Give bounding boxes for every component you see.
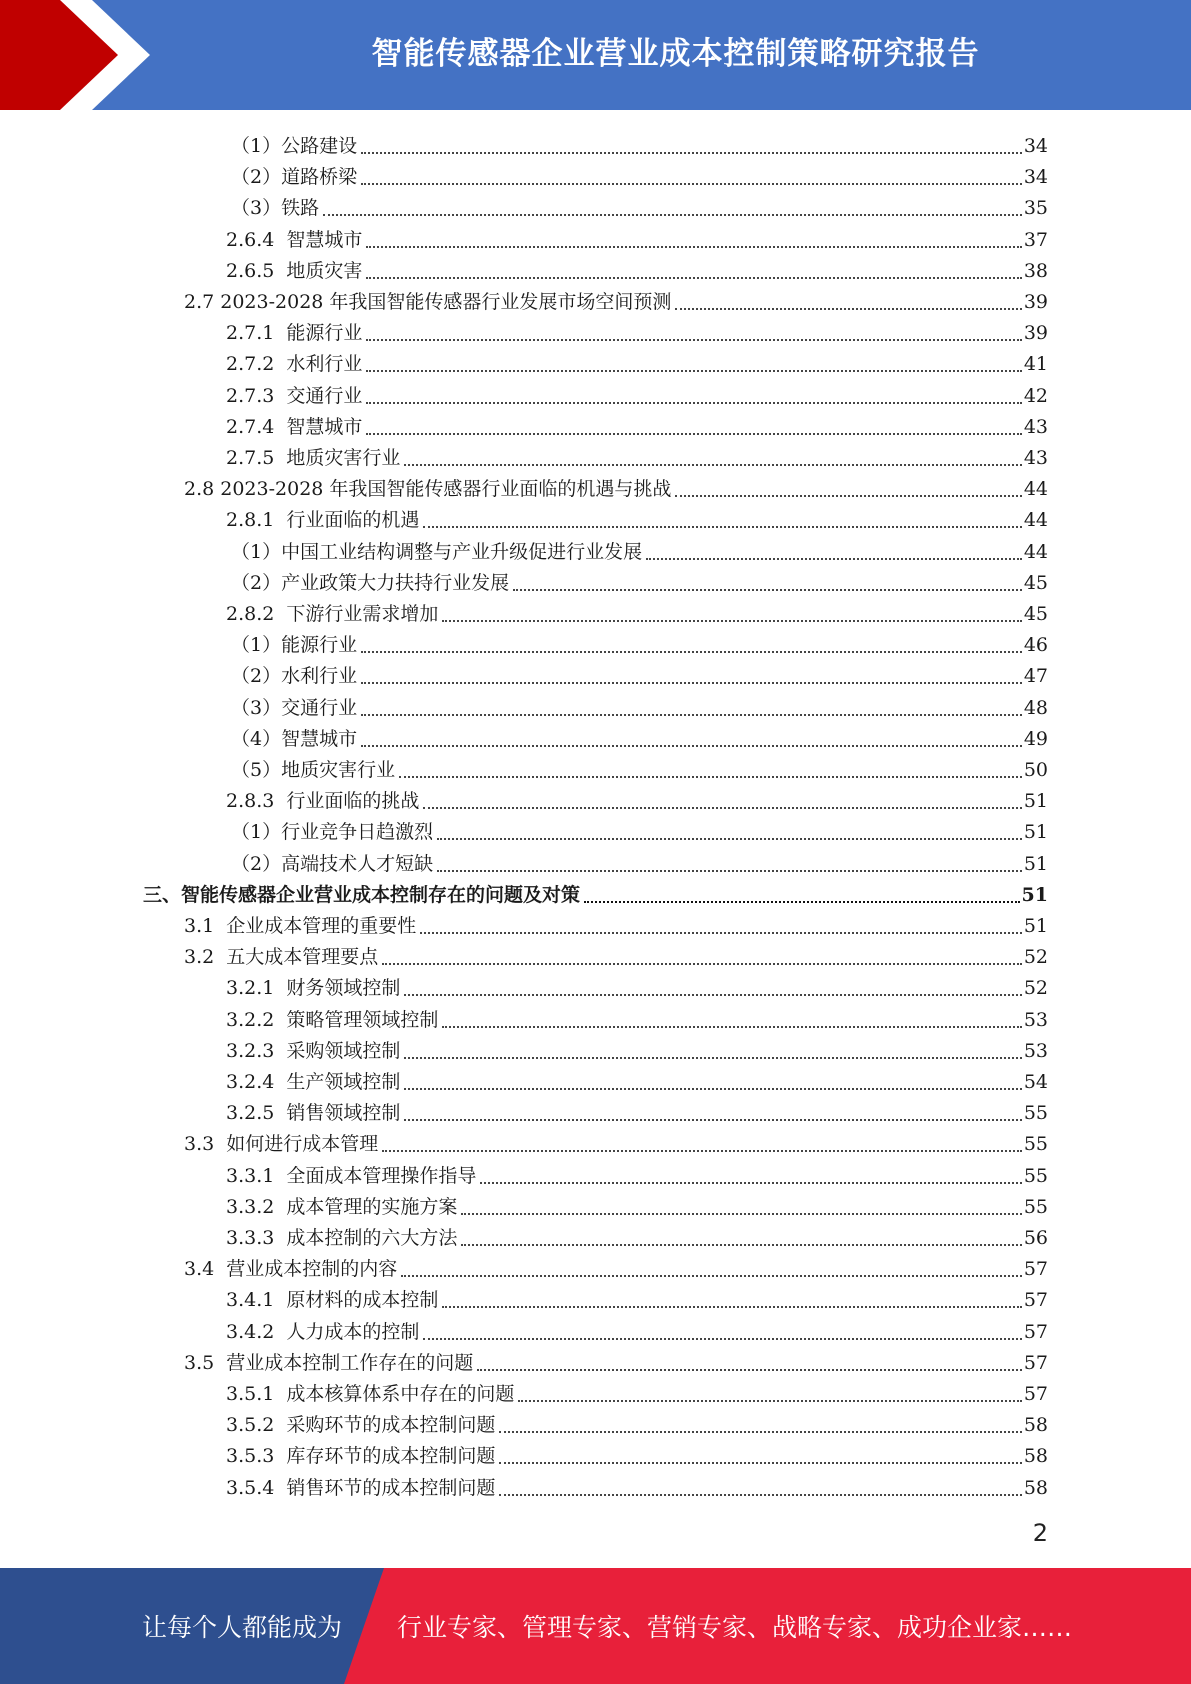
toc-leader-dots: [361, 152, 1022, 154]
toc-entry[interactable]: [226, 1158, 1048, 1189]
toc-leader-dots: [323, 214, 1022, 216]
toc-leader-dots: [477, 1369, 1022, 1371]
toc-entry-label: 2.7.2 水利行业: [226, 353, 363, 376]
toc-entry-label: 3.2.3 采购领域控制: [226, 1039, 401, 1062]
toc-entry-label: 3.2 五大成本管理要点: [184, 946, 379, 969]
toc-entry[interactable]: [184, 908, 1048, 939]
toc-leader-dots: [646, 558, 1022, 560]
toc-entry-page: 44: [1023, 478, 1048, 501]
toc-entry-page: 51: [1023, 852, 1048, 875]
toc-entry-label: （2）水利行业: [231, 665, 358, 688]
document-title: 智能传感器企业营业成本控制策略研究报告: [371, 35, 980, 72]
toc-entry[interactable]: [226, 1314, 1048, 1345]
toc-entry-label: 3.5.3 库存环节的成本控制问题: [226, 1445, 496, 1468]
toc-leader-dots: [442, 1026, 1021, 1028]
toc-leader-dots: [366, 277, 1021, 279]
toc-entry-page: 51: [1023, 790, 1048, 813]
toc-entry-page: 43: [1023, 447, 1048, 469]
toc-leader-dots: [399, 776, 1022, 778]
toc-leader-dots: [401, 1275, 1022, 1277]
toc-entry-label: （3）交通行业: [231, 696, 358, 719]
toc-entry[interactable]: [226, 1407, 1048, 1438]
toc-entry[interactable]: [231, 565, 1048, 596]
toc-entry-page: 58: [1023, 1445, 1048, 1468]
toc-entry-label: 3.2.2 策略管理领域控制: [226, 1008, 439, 1031]
toc-leader-dots: [499, 1431, 1021, 1433]
toc-entry-page: 48: [1023, 696, 1048, 719]
toc-leader-dots: [584, 901, 1020, 903]
toc-leader-dots: [513, 589, 1022, 591]
toc-entry[interactable]: [231, 159, 1048, 190]
toc-entry[interactable]: [226, 502, 1048, 533]
toc-entry-page: 55: [1023, 1102, 1048, 1125]
toc-entry[interactable]: [226, 1064, 1048, 1095]
toc-entry[interactable]: [231, 534, 1048, 565]
toc-entry-page: 41: [1023, 353, 1048, 376]
toc-entry-page: 35: [1023, 197, 1048, 220]
toc-leader-dots: [382, 963, 1022, 965]
toc-entry[interactable]: [226, 783, 1048, 814]
toc-entry-page: 45: [1023, 603, 1048, 625]
toc-entry-label: 2.8.3 行业面临的挑战: [226, 790, 420, 813]
toc-entry-page: 57: [1023, 1383, 1048, 1405]
toc-entry-page: 55: [1023, 1164, 1048, 1187]
toc-leader-dots: [361, 682, 1022, 684]
toc-entry-page: 46: [1023, 634, 1048, 657]
toc-entry-page: 51: [1023, 915, 1048, 937]
toc-entry[interactable]: [184, 939, 1048, 970]
toc-leader-dots: [499, 1494, 1021, 1496]
toc-entry-label: （2）道路桥梁: [231, 166, 358, 189]
toc-entry-label: 3.5.2 采购环节的成本控制问题: [226, 1414, 496, 1437]
toc-entry-label: 3.3 如何进行成本管理: [184, 1133, 379, 1156]
toc-entry-page: 39: [1023, 322, 1048, 345]
header-arrow-decoration: [0, 0, 160, 110]
toc-leader-dots: [404, 1119, 1021, 1121]
toc-entry[interactable]: [231, 627, 1048, 658]
toc-leader-dots: [437, 870, 1022, 872]
toc-leader-dots: [461, 1213, 1021, 1215]
toc-entry-page: 54: [1023, 1071, 1048, 1093]
toc-leader-dots: [404, 1057, 1021, 1059]
toc-leader-dots: [366, 246, 1021, 248]
toc-leader-dots: [361, 714, 1022, 716]
toc-leader-dots: [480, 1182, 1021, 1184]
toc-entry-label: 3.2.1 财务领域控制: [226, 977, 401, 1000]
toc-entry[interactable]: [226, 253, 1048, 284]
toc-entry-page: 58: [1023, 1414, 1048, 1437]
toc-entry[interactable]: [226, 1470, 1048, 1501]
toc-entry[interactable]: [231, 190, 1048, 221]
toc-entry-label: 3.3.3 成本控制的六大方法: [226, 1227, 458, 1249]
toc-entry-label: （2）产业政策大力扶持行业发展: [231, 571, 510, 594]
toc-entry-label: 2.7.5 地质灾害行业: [226, 447, 401, 469]
toc-entry[interactable]: [226, 1376, 1048, 1407]
toc-entry-page: 58: [1023, 1476, 1048, 1499]
toc-leader-dots: [361, 651, 1022, 653]
toc-entry-page: 53: [1023, 1008, 1048, 1031]
toc-entry[interactable]: [226, 1438, 1048, 1469]
toc-leader-dots: [420, 932, 1022, 934]
toc-entry-label: 3.5.4 销售环节的成本控制问题: [226, 1476, 496, 1499]
toc-entry-page: 57: [1023, 1320, 1048, 1343]
toc-entry-page: 38: [1023, 259, 1048, 282]
toc-entry-label: （1）公路建设: [231, 135, 358, 157]
toc-entry-label: （1）中国工业结构调整与产业升级促进行业发展: [231, 540, 643, 563]
toc-entry-label: 3.2.4 生产领域控制: [226, 1071, 401, 1093]
toc-leader-dots: [366, 402, 1021, 404]
toc-leader-dots: [461, 1244, 1021, 1246]
toc-entry-page: 57: [1023, 1289, 1048, 1312]
toc-entry[interactable]: [226, 970, 1048, 1001]
toc-entry-label: （5）地质灾害行业: [231, 759, 396, 781]
toc-entry-page: 34: [1023, 135, 1048, 157]
toc-entry[interactable]: [226, 1033, 1048, 1064]
toc-entry-page: 52: [1023, 977, 1048, 1000]
toc-entry[interactable]: [226, 440, 1048, 471]
toc-entry[interactable]: [231, 128, 1048, 159]
toc-leader-dots: [442, 1306, 1021, 1308]
page-number: 2: [1032, 1519, 1048, 1547]
toc-leader-dots: [437, 838, 1022, 840]
toc-entry[interactable]: [231, 721, 1048, 752]
toc-entry[interactable]: [226, 1189, 1048, 1220]
toc-entry[interactable]: [231, 846, 1048, 877]
toc-entry[interactable]: [226, 378, 1048, 409]
toc-leader-dots: [366, 339, 1021, 341]
toc-leader-dots: [499, 1462, 1021, 1464]
toc-entry-label: （2）高端技术人才短缺: [231, 852, 434, 875]
toc-entry-page: 34: [1023, 166, 1048, 189]
toc-entry[interactable]: [184, 1251, 1048, 1282]
toc-entry-page: 53: [1023, 1039, 1048, 1062]
toc-entry-page: 52: [1023, 946, 1048, 969]
toc-entry[interactable]: [184, 284, 1048, 315]
toc-entry[interactable]: [226, 1220, 1048, 1251]
toc-leader-dots: [442, 620, 1021, 622]
toc-entry-page: 55: [1023, 1133, 1048, 1156]
toc-entry[interactable]: [226, 222, 1048, 253]
page-header: [0, 0, 1191, 110]
toc-entry-label: 2.8 2023-2028 年我国智能传感器行业面临的机遇与挑战: [184, 478, 672, 501]
toc-entry[interactable]: [231, 814, 1048, 845]
toc-entry-page: 47: [1023, 665, 1048, 688]
toc-leader-dots: [423, 807, 1021, 809]
toc-entry-label: 2.7.4 智慧城市: [226, 415, 363, 438]
toc-entry-label: 2.8.2 下游行业需求增加: [226, 603, 439, 625]
toc-entry-label: 3.5 营业成本控制工作存在的问题: [184, 1351, 474, 1374]
toc-entry[interactable]: [143, 877, 1048, 908]
toc-leader-dots: [675, 308, 1021, 310]
toc-entry-label: 3.2.5 销售领域控制: [226, 1102, 401, 1125]
toc-entry-page: 50: [1023, 759, 1048, 781]
toc-leader-dots: [361, 745, 1022, 747]
toc-entry-label: 3.1 企业成本管理的重要性: [184, 915, 417, 937]
toc-entry-label: 3.5.1 成本核算体系中存在的问题: [226, 1383, 515, 1405]
toc-entry-page: 39: [1023, 291, 1048, 313]
toc-leader-dots: [423, 1338, 1021, 1340]
toc-entry-label: 2.7 2023-2028 年我国智能传感器行业发展市场空间预测: [184, 291, 672, 313]
toc-entry[interactable]: [226, 1095, 1048, 1126]
toc-leader-dots: [675, 495, 1021, 497]
toc-entry[interactable]: [226, 346, 1048, 377]
toc-entry-page: 57: [1023, 1351, 1048, 1374]
toc-entry[interactable]: [231, 690, 1048, 721]
toc-entry-label: （1）行业竞争日趋激烈: [231, 821, 434, 844]
toc-entry-page: 51: [1023, 821, 1048, 844]
toc-entry-page: 42: [1023, 384, 1048, 407]
toc-entry[interactable]: [184, 1345, 1048, 1376]
toc-entry[interactable]: [231, 658, 1048, 689]
toc-leader-dots: [404, 1088, 1021, 1090]
toc-entry-page: 57: [1023, 1258, 1048, 1281]
toc-entry[interactable]: [184, 1126, 1048, 1157]
toc-leader-dots: [404, 994, 1021, 996]
toc-entry-label: （3）铁路: [231, 197, 320, 220]
toc-entry[interactable]: [226, 1002, 1048, 1033]
toc-entry-page: 44: [1023, 509, 1048, 532]
footer-slogan-right: 行业专家、管理专家、营销专家、战略专家、成功企业家……: [397, 1613, 1073, 1642]
toc-entry-label: 三、智能传感器企业营业成本控制存在的问题及对策: [143, 883, 581, 906]
toc-leader-dots: [404, 464, 1021, 466]
toc-entry[interactable]: [184, 471, 1048, 502]
toc-leader-dots: [366, 370, 1021, 372]
footer-slogan-left: 让每个人都能成为: [142, 1613, 343, 1642]
toc-entry-label: 2.7.1 能源行业: [226, 322, 363, 345]
toc-leader-dots: [518, 1400, 1021, 1402]
toc-entry-page: 56: [1023, 1227, 1048, 1249]
toc-entry-label: 3.3.2 成本管理的实施方案: [226, 1195, 458, 1218]
toc-entry-page: 49: [1023, 727, 1048, 750]
toc-entry-label: （4）智慧城市: [231, 727, 358, 750]
toc-entry-label: 2.6.5 地质灾害: [226, 259, 363, 282]
toc-entry-label: 2.8.1 行业面临的机遇: [226, 509, 420, 532]
toc-entry[interactable]: [226, 315, 1048, 346]
toc-leader-dots: [382, 1150, 1022, 1152]
toc-leader-dots: [423, 526, 1021, 528]
toc-entry-page: 45: [1023, 571, 1048, 594]
toc-entry-label: 3.4 营业成本控制的内容: [184, 1258, 398, 1281]
toc-entry-page: 55: [1023, 1195, 1048, 1218]
toc-entry[interactable]: [226, 409, 1048, 440]
toc-entry-page: 51: [1021, 883, 1048, 906]
toc-entry[interactable]: [226, 1282, 1048, 1313]
toc-entry-page: 44: [1023, 540, 1048, 563]
toc-entry-label: 3.3.1 全面成本管理操作指导: [226, 1164, 477, 1187]
toc-leader-dots: [361, 183, 1022, 185]
toc-entry-page: 37: [1023, 228, 1048, 251]
toc-entry-label: （1）能源行业: [231, 634, 358, 657]
toc-entry-label: 3.4.1 原材料的成本控制: [226, 1289, 439, 1312]
toc-leader-dots: [366, 433, 1021, 435]
page-footer: [0, 1568, 1191, 1684]
toc-entry-label: 2.6.4 智慧城市: [226, 228, 363, 251]
toc-entry-label: 3.4.2 人力成本的控制: [226, 1320, 420, 1343]
toc-entry[interactable]: [226, 596, 1048, 627]
toc-entry-label: 2.7.3 交通行业: [226, 384, 363, 407]
toc-entry-page: 43: [1023, 415, 1048, 438]
toc-entry[interactable]: [231, 752, 1048, 783]
